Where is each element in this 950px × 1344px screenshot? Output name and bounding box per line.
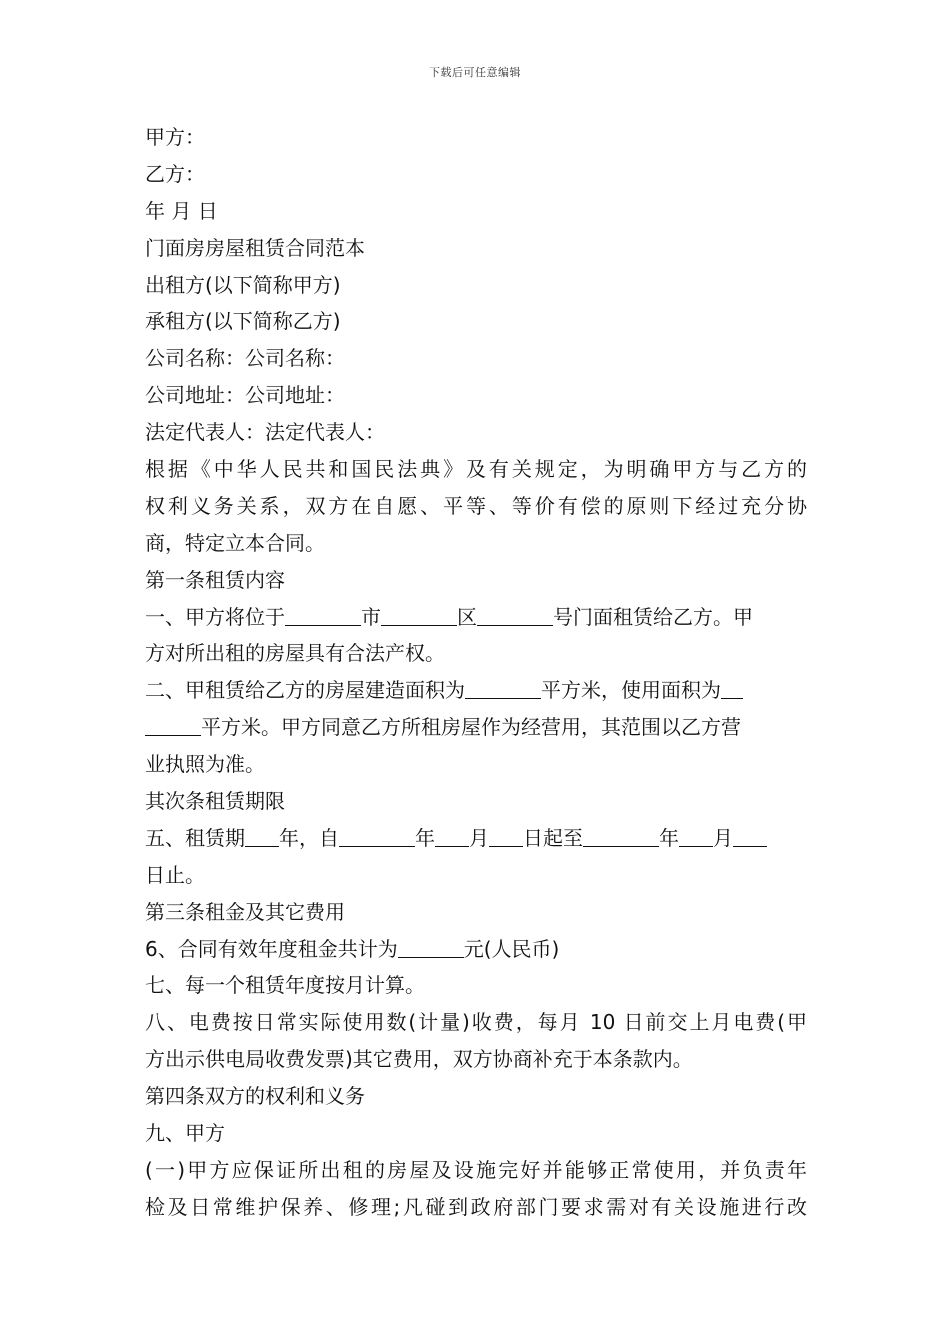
clause-text: 6、合同有效年度租金共计为 [145, 936, 398, 961]
blank-field [339, 824, 415, 847]
clause-9-1-line-2: 检及日常维护保养、修理;凡碰到政府部门要求需对有关设施进行改 [145, 1194, 807, 1219]
clause-text: 平方米，使用面积为 [541, 678, 721, 703]
blank-field [477, 603, 553, 626]
clause-text: 月 [713, 825, 733, 850]
blank-field [398, 935, 464, 958]
article-4-heading: 第四条双方的权利和义务 [145, 1084, 365, 1109]
blank-field [679, 824, 713, 847]
contract-title: 门面房房屋租赁合同范本 [145, 235, 365, 260]
company-address-line: 公司地址：公司地址： [145, 383, 345, 408]
clause-7-line: 七、每一个租赁年度按月计算。 [145, 973, 425, 998]
blank-field [465, 676, 541, 699]
date-line: 年 月 日 [145, 198, 218, 223]
clause-6-line [145, 931, 807, 968]
clause-text: 年 [415, 825, 435, 850]
article-1-heading: 第一条租赁内容 [145, 567, 285, 592]
clause-text: 五、租赁期 [145, 825, 245, 850]
article-3-heading: 第三条租金及其它费用 [145, 899, 345, 924]
clause-text: 一、甲方将位于 [145, 604, 285, 629]
clause-5-line-1 [145, 820, 807, 857]
blank-field [733, 824, 767, 847]
clause-text: 元(人民币) [463, 936, 560, 961]
contract-body [145, 119, 807, 1226]
clause-9-1-line-1: (一)甲方应保证所出租的房屋及设施完好并能够正常使用，并负责年 [145, 1157, 807, 1182]
preamble-line-2: 权利义务关系，双方在自愿、平等、等价有偿的原则下经过充分协 [145, 493, 807, 518]
clause-text: 市 [361, 604, 381, 629]
clause-1-line-2: 方对所出租的房屋具有合法产权。 [145, 641, 445, 666]
blank-field [583, 824, 659, 847]
blank-field [721, 676, 743, 699]
clause-8-line-2: 方出示供电局收费发票)其它费用，双方协商补充于本条款内。 [145, 1047, 693, 1072]
blank-field [489, 824, 523, 847]
page-header: 下载后可任意编辑 [429, 66, 521, 79]
clause-5-line-2: 日止。 [145, 862, 205, 887]
party-a-line: 甲方： [145, 125, 205, 149]
clause-text: 年 [659, 825, 679, 850]
article-2-heading: 其次条租赁期限 [145, 789, 285, 814]
blank-field [145, 713, 201, 736]
clause-2-line-1 [145, 672, 807, 709]
blank-field [285, 603, 361, 626]
lessee-line: 承租方(以下简称乙方) [145, 309, 341, 334]
clause-text: 平方米。甲方同意乙方所租房屋作为经营用，其范围以乙方营 [201, 715, 741, 740]
preamble-line-1: 根据《中华人民共和国民法典》及有关规定，为明确甲方与乙方的 [145, 457, 807, 482]
clause-text: 日起至 [523, 825, 583, 850]
clause-text: 年，自 [279, 825, 339, 850]
blank-field [435, 824, 469, 847]
company-name-line: 公司名称：公司名称： [145, 346, 345, 371]
blank-field [381, 603, 457, 626]
clause-2-line-3: 业执照为准。 [145, 752, 265, 777]
clause-text: 二、甲租赁给乙方的房屋建造面积为 [145, 678, 465, 703]
clause-8-line-1: 八、电费按日常实际使用数(计量)收费，每月 10 日前交上月电费(甲 [145, 1010, 807, 1035]
legal-rep-line: 法定代表人：法定代表人： [145, 420, 385, 445]
blank-field [245, 824, 279, 847]
clause-1-line-1 [145, 599, 807, 636]
preamble-line-3: 商，特定立本合同。 [145, 530, 325, 555]
clause-text: 区 [457, 604, 477, 629]
party-b-line: 乙方： [145, 161, 205, 186]
clause-text: 月 [469, 825, 489, 850]
clause-9-heading: 九、甲方 [145, 1121, 225, 1146]
clause-text: 号门面租赁给乙方。甲 [553, 604, 753, 629]
lessor-line: 出租方(以下简称甲方) [145, 272, 341, 297]
clause-2-line-2 [145, 709, 807, 746]
